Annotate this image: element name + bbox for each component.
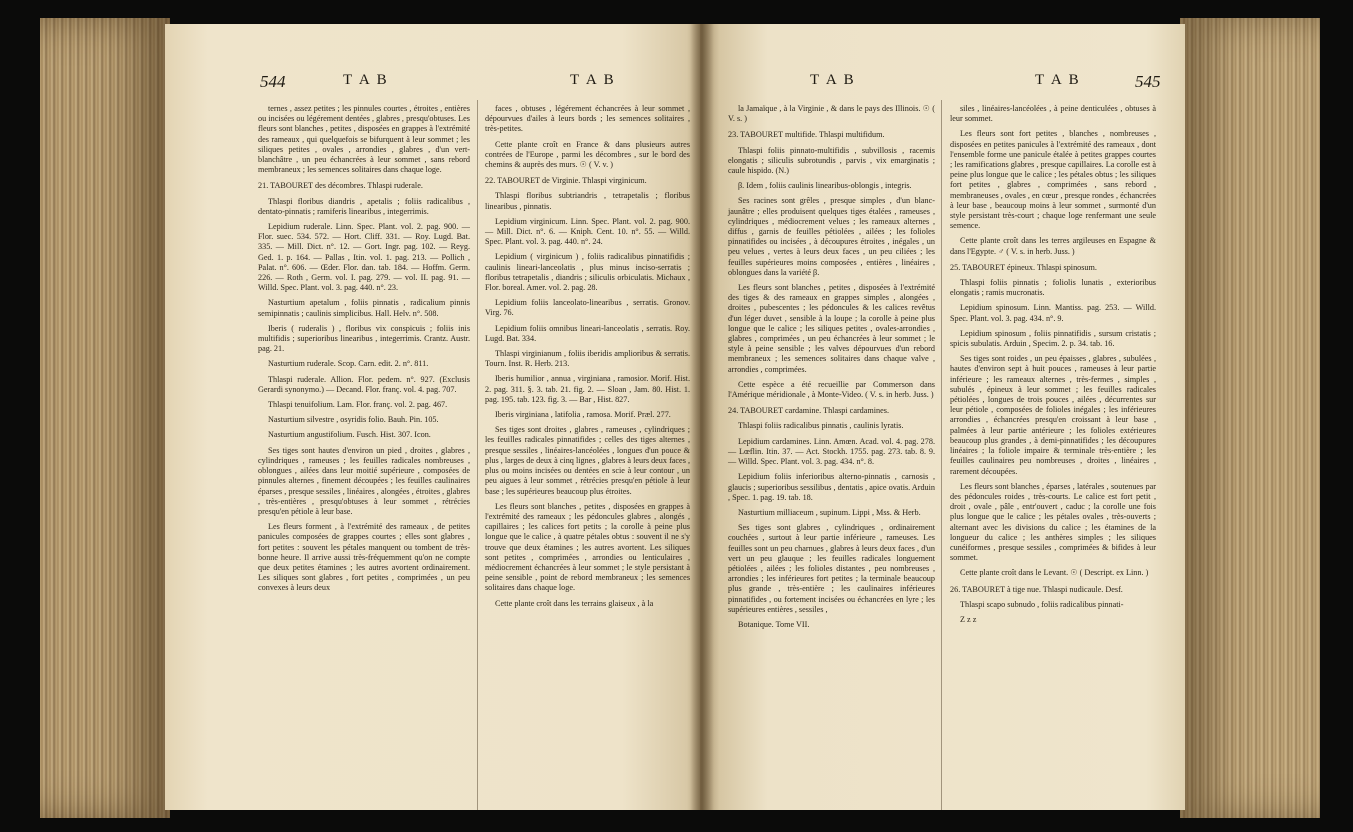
paragraph: Nasturtium apetalum , foliis pinnatis , radicalium pinnis semipinnatis ; caulinis simplicibus. Hall. Helv. n°. 508. bbox=[258, 298, 470, 318]
paragraph: Cette espèce a été recueillie par Commerson dans l'Amérique méridionale , à Monte-Video. ( V. s. in herb. Juss. ) bbox=[728, 379, 935, 400]
paragraph: Thlaspi scapo subnudo , foliis radicalibus pinnati- bbox=[960, 599, 1124, 609]
paragraph: 21. TABOURET des décombres. Thlaspi ruderale. bbox=[258, 181, 423, 191]
paragraph: ternes , assez petites ; les pinnules courtes , étroites , entières ou incisées ou légérement dentées , glabres , presqu'obtuses. Les fleurs sont blanches , petites , disposées en grappes à l'extrémité des rameaux , qui quelquefois se bifurquent à leur sommet ; les siliques petites , ovales , arrondies , glabres , d'un vert-blanchâtre , un peu échancrées à leur sommet , sans rebord membraneux ; les semences solitaires dans chaque loge. bbox=[258, 104, 470, 175]
paragraph: Thlaspi foliis radicalibus pinnatis , caulinis lyratis. bbox=[738, 421, 904, 431]
paragraph: Thlaspi floribus subtriandris , tetrapetalis ; floribus linearibus , pinnatis. bbox=[485, 191, 690, 211]
paragraph: Cette plante croît dans les terrains glaiseux , à la bbox=[495, 598, 654, 608]
paragraph: Z z z bbox=[960, 614, 977, 624]
paragraph: Thlaspi ruderale. Allion. Flor. pedem. n°. 927. (Exclusis Gerardi synonymo.) — Decand. Flor. franç. vol. 4. pag. 707. bbox=[258, 374, 470, 394]
paragraph: Lepidium spinosum. Linn. Mantiss. pag. 253. — Willd. Spec. Plant. vol. 3. pag. 434. n°. 9. bbox=[950, 303, 1156, 323]
page-number-left: 544 bbox=[260, 72, 286, 91]
paragraph: Les fleurs sont blanches , petites , disposées à l'extrémité des tiges & des rameaux en grappes simples , alongées , droites , pubescentes ; les pédoncules & les calices revêtus d'un léger duvet , sensible à la loupe ; la corolle à peine plus longue que le calice ; les siliques petites , ovales-arrondies , glabres , comprimées , un peu échancrées à leur sommet ; le style à peine sensible ; les valves dépourvues d'un rebord membraneux ; les semences solitaires dans chaque valve , arrondies , comprimées. bbox=[728, 283, 935, 374]
paragraph: β. Idem , foliis caulinis linearibus-oblongis , integris. bbox=[738, 181, 912, 191]
paragraph: Lepidium spinosum , foliis pinnatifidis , sursum cristatis ; spicis subulatis. Arduin , Specim. 2. p. 34. tab. 16. bbox=[950, 328, 1156, 349]
left-page-column-2 bbox=[485, 104, 690, 614]
paragraph: faces , obtuses , légérement échancrées à leur sommet , dépourvues d'ailes à leurs bords ; les semences solitaires , très-petites. bbox=[485, 104, 690, 134]
paragraph: Iberis humilior , annua , virginiana , ramosior. Morif. Hist. 2. pag. 311. §. 3. tab. 21. fig. 2. — Sloan , Jam. 80. Hist. 1. pag. 195. tab. 123. fig. 3. — Bar , Hist. 827. bbox=[485, 374, 690, 404]
paragraph: Cette plante croît dans les terres argileuses en Espagne & dans l'Egypte. ♂ ( V. s. in herb. Juss. ) bbox=[950, 236, 1156, 256]
paragraph: Thlaspi virginianum , foliis iberidis amplioribus & serratis. Tourn. Inst. R. Herb. 213. bbox=[485, 349, 690, 369]
left-page-edges bbox=[40, 18, 170, 818]
column-rule bbox=[941, 100, 942, 810]
paragraph: 23. TABOURET multifide. Thlaspi multifidum. bbox=[728, 130, 885, 140]
paragraph: Botanique. Tome VII. bbox=[738, 619, 810, 629]
left-page bbox=[165, 24, 703, 810]
paragraph: Thlaspi foliis pinnato-multifidis , subvillosis , racemis elongatis ; siliculis subrotundis , parvis , vix emarginatis ; caule hispido. (N.) bbox=[728, 145, 935, 176]
paragraph: Thlaspi foliis pinnatis ; foliolis lunatis , exterioribus elongatis ; ramis mucronatis. bbox=[950, 278, 1156, 298]
paragraph: Lepidium foliis lanceolato-linearibus , serratis. Gronov. Virg. 76. bbox=[485, 298, 690, 318]
right-page-edges bbox=[1180, 18, 1320, 818]
paragraph: Cette plante croît en France & dans plusieurs autres contrées de l'Europe , parmi les décombres , sur le bord des chemins & auprès des murs. ☉ ( V. v. ) bbox=[485, 139, 690, 170]
paragraph: la Jamaïque , à la Virginie , & dans le pays des Illinois. ☉ ( V. s. ) bbox=[728, 104, 935, 124]
paragraph: Iberis virginiana , latifolia , ramosa. Morif. Præl. 277. bbox=[495, 410, 671, 420]
column-rule bbox=[477, 100, 478, 810]
paragraph: Lepidium cardamines. Linn. Amœn. Acad. vol. 4. pag. 278. — Lœflin. Itin. 37. — Act. Stockh. 1755. pag. 273. tab. 8. 9. — Willd. Spec. Plant. vol. 3. pag. 434. n°. 8. bbox=[728, 436, 935, 467]
paragraph: Les fleurs sont blanches , éparses , latérales , soutenues par des pédoncules roides , très-courts. Le calice est fort petit , droit , ovale , pâle , entr'ouvert , caduc ; la corolle une fois plus longue que le calice ; les pétales ovales , très-ouverts ; alternant avec les divisions du calice ; les étamines de la longueur du calice ; les anthères simples ; les siliques cunéiformes , presque sessiles , comprimées & bifides à leur sommet. bbox=[950, 481, 1156, 563]
paragraph: Lepidium foliis inferioribus alterno-pinnatis , carnosis , glaucis ; superioribus sessilibus , dentatis , apice ovatis. Arduin , Spec. 1. pag. 19. tab. 18. bbox=[728, 472, 935, 502]
left-page-column-1 bbox=[258, 104, 470, 599]
book-gutter bbox=[690, 24, 714, 810]
page-number-right: 545 bbox=[1135, 72, 1161, 91]
right-page-column-1 bbox=[728, 104, 935, 635]
paragraph: Thlaspi tenuifolium. Lam. Flor. franç. vol. 2. pag. 467. bbox=[268, 400, 448, 410]
paragraph: 26. TABOURET à tige nue. Thlaspi nudicaule. Desf. bbox=[950, 584, 1123, 594]
paragraph: Ses tiges sont hautes d'environ un pied , droites , glabres , cylindriques , rameuses ; les feuilles radicales nombreuses , oblongues , ailées dans leur moitié supérieure , composées de pinnules alternes , finement découpées ; les feuilles caulinaires éparses , presque sessiles , linéaires , alongées , étroites , glabres , très-entières , presqu'obtuses à leur sommet , rétrécies presqu'en pétiole à leur base. bbox=[258, 445, 470, 516]
running-header-left-col2: T A B bbox=[570, 72, 616, 88]
paragraph: Les fleurs sont blanches , petites , disposées en grappes à l'extrémité des rameaux ; les pédoncules glabres , alongés , capillaires ; les calices fort petits ; la corolle à peine plus longue que le calice , à quatre pétales obtus : souvent il ne s'y trouve que deux étamines ; les autres avortent. Les siliques sont petites , comprimées , arrondies ou lenticulaires , médiocrement échancrées à leur sommet ; le style persistant à peine sensible , point de rebord membraneux ; les semences solitaires dans chaque loge. bbox=[485, 501, 690, 593]
paragraph: Thlaspi floribus diandris , apetalis ; foliis radicalibus , dentato-pinnatis ; ramiferis linearibus , integerrimis. bbox=[258, 196, 470, 216]
paragraph: Ses racines sont grêles , presque simples , d'un blanc-jaunâtre ; elles produisent quelques tiges étalées , rameuses , cylindriques , médiocrement velues ; les rameaux alternes , diffus , garnis de feuilles pétiolées , ailées ; les folioles pinnatifides ou incisées , à découpures étroites , inégales , un peu velues , vertes à leurs deux faces , un peu ciliées ; les feuilles supérieures moins composées , entières , linéaires , oblongues dans la variété β. bbox=[728, 196, 935, 277]
running-header-right-col2: T A B bbox=[1035, 72, 1081, 88]
paragraph: Cette plante croît dans le Levant. ☉ ( Descript. ex Linn. ) bbox=[960, 568, 1149, 578]
paragraph: 25. TABOURET épineux. Thlaspi spinosum. bbox=[950, 262, 1097, 272]
paragraph: siles , linéaires-lancéolées , à peine denticulées , obtuses à leur sommet. bbox=[950, 104, 1156, 124]
right-page-column-2 bbox=[950, 104, 1156, 630]
paragraph: Nasturtium angustifolium. Fusch. Hist. 307. Icon. bbox=[268, 430, 431, 440]
paragraph: Nasturtium milliaceum , supinum. Lippi , Mss. & Herb. bbox=[738, 507, 921, 517]
paragraph: Lepidium ( virginicum ) , foliis radicalibus pinnatifidis ; caulinis lineari-lanceolatis , plus minus inciso-serratis ; floribus tetrapetalis , diandris ; siliculis orbiculatis. Michaux , Flor. boreal. Amer. vol. 2. pag. 28. bbox=[485, 252, 690, 293]
paragraph: Les fleurs forment , à l'extrémité des rameaux , de petites panicules composées de grappes courtes ; elles sont glabres , fort petites : souvent les pétales manquent ou tombent de très-bonne heure. Il arrive aussi très-fréquemment qu'on ne compte que deux petites étamines ; les autres avortent ordinairement. Les siliques sont glabres , fort petites , comprimées , un peu convexes à leurs deux bbox=[258, 522, 470, 593]
paragraph: Ses tiges sont droites , glabres , rameuses , cylindriques ; les feuilles radicales pinnatifides ; celles des tiges alternes , presque sessiles , linéaires-lancéolées , longues d'un pouce & plus , larges de deux à cinq lignes , glabres à leurs deux faces , plus ou moins incisées ou dentées en scie à leur contour , un peu aigues à leur sommet , rétrécies presqu'en pétiole à leur base ; les supérieures beaucoup plus étroites. bbox=[485, 425, 690, 496]
paragraph: Ses tiges sont glabres , cylindriques , ordinairement couchées , surtout à leur partie inférieure , rameuses. Les feuilles sont un peu charnues , glabres à leurs deux faces , d'un vert un peu glauque ; les feuilles radicales longuement pétiolées , ailées ; les folioles distantes , peu nombreuses , arrondies ; les inférieures fort petites ; la terminale beaucoup plus grande , très-entière ; les caulinaires inférieures pinnatifides , ou fortement incisées ou échancrées en lyre ; les supérieures entières , sessiles , bbox=[728, 523, 935, 614]
running-header-right-col1: T A B bbox=[810, 72, 856, 88]
paragraph: Nasturtium ruderale. Scop. Carn. edit. 2. n°. 811. bbox=[268, 359, 429, 369]
paragraph: 24. TABOURET cardamine. Thlaspi cardamines. bbox=[728, 406, 890, 416]
paragraph: Les fleurs sont fort petites , blanches , nombreuses , disposées en petites panicules à l'extrémité des rameaux , dont l'ensemble forme une panicule étalée à petites grappes courtes ; les ramifications glabres , presque capillaires. La corolle est à peine plus longue que le calice ; les pétales obtus ; les siliques fort petites , glabres , comprimées , sans rebord , membraneuses , ovales , en cœur , presque rondes , échancrées à leur base , beaucoup moins à leur sommet , surmonté d'un style persistant très-court ; chaque loge renfermant une seule semence. bbox=[950, 129, 1156, 231]
running-header-left-col1: T A B bbox=[343, 72, 389, 88]
paragraph: Lepidium ruderale. Linn. Spec. Plant. vol. 2. pag. 900. — Flor. suec. 534. 572. — Hort. Cliff. 331. — Roy. Lugd. Bat. 335. — Mill. Dict. n°. 12. — Gort. Ingr. pag. 102. — Reyg. Ged. 1. p. 164. — Pallas , Itin. vol. 1. pag. 213. — Pollich , Palat. n°. 606. — Œder. Flor. dan. tab. 184. — Hoffm. Germ. 226. — Roth , Germ. vol. I. pag. 279. — vol. II. pag. 91. — Willd. Spec. Plant. vol. 3. pag. 440. n°. 23. bbox=[258, 222, 470, 293]
right-page bbox=[700, 24, 1185, 810]
paragraph: Ses tiges sont roides , un peu épaisses , glabres , subulées , hautes d'environ sept à huit pouces , rameuses à leur partie inférieure ; les rameaux alternes , très-fermes , simples , subulés , épineux à leur sommet ; les feuilles radicales pétiolées , longues de trois pouces , ailées , décurrentes sur leur pétiole , composées de folioles inégales ; les inférieures arrondies , échancrées presqu'en croissant à leur base , palmées à leur partie antérieure ; les folioles extérieures beaucoup plus grandes , à demi-pinnatifides ; les découpures linéaires ; la foliole impaire & terminale très-entière ; les feuilles caulinaires peu nombreuses , droites , linéaires , rarement découpées. bbox=[950, 354, 1156, 476]
paragraph: Lepidium foliis omnibus lineari-lanceolatis , serratis. Roy. Lugd. Bat. 334. bbox=[485, 323, 690, 343]
paragraph: 22. TABOURET de Virginie. Thlaspi virginicum. bbox=[485, 176, 647, 186]
paragraph: Iberis ( ruderalis ) , floribus vix conspicuis ; foliis inis multifidis ; superioribus linearibus , integerrimis. Crantz. Austr. pag. 21. bbox=[258, 323, 470, 354]
paragraph: Nasturtium silvestre , osyridis folio. Bauh. Pin. 105. bbox=[268, 415, 439, 425]
paragraph: Lepidium virginicum. Linn. Spec. Plant. vol. 2. pag. 900. — Mill. Dict. n°. 6. — Kniph. Cent. 10. n°. 55. — Willd. Spec. Plant. vol. 3. pag. 440. n°. 24. bbox=[485, 216, 690, 247]
